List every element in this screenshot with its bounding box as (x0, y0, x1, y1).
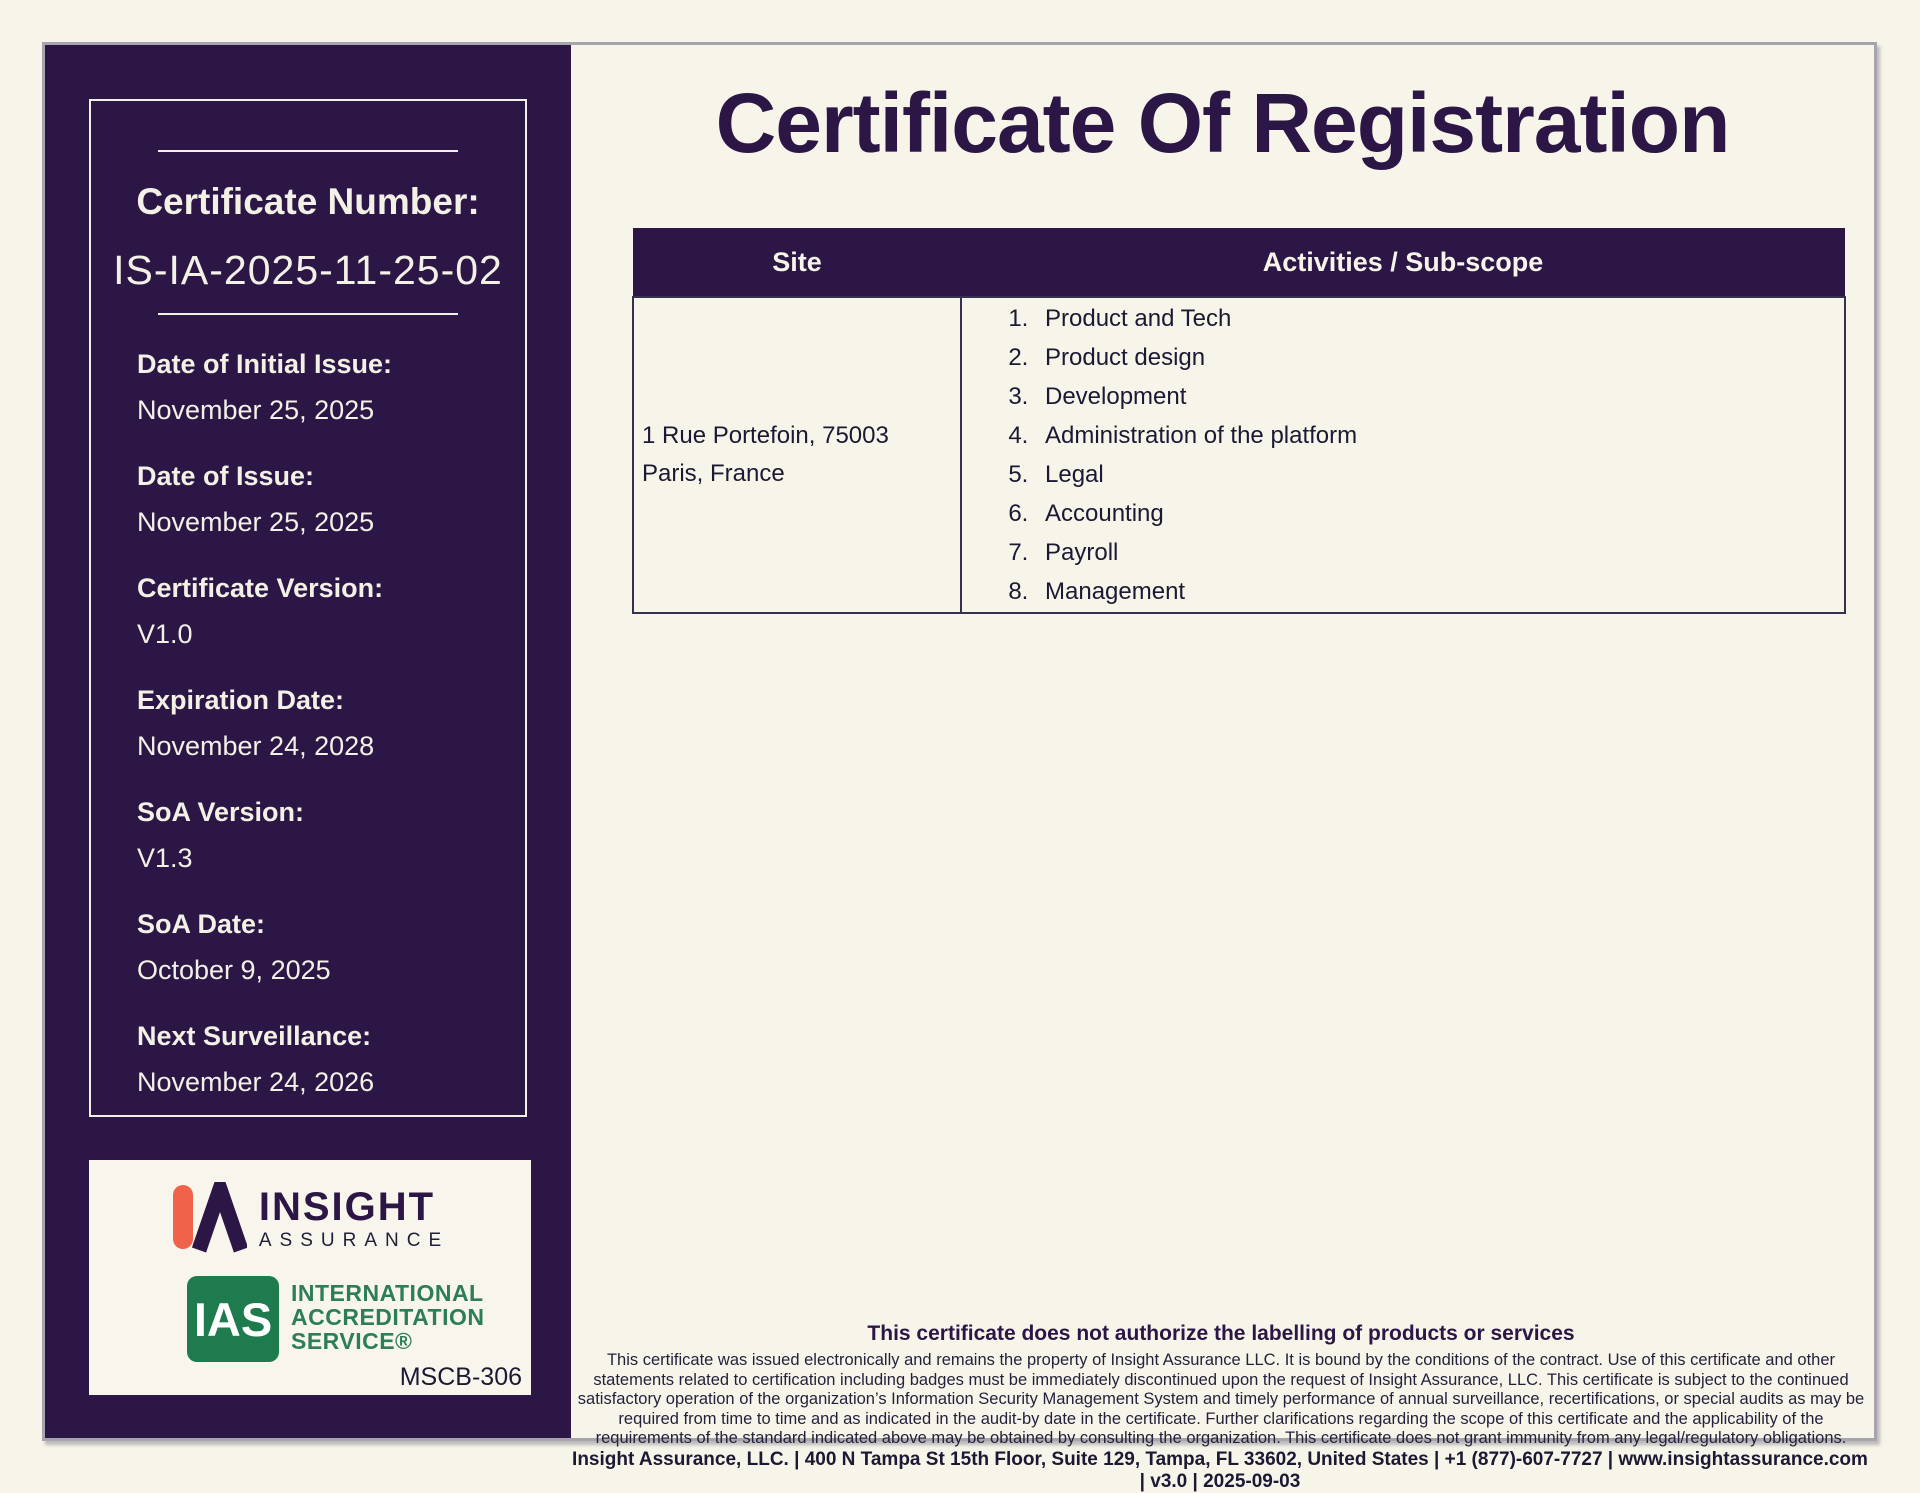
certificate-number-label: Certificate Number: (136, 181, 480, 222)
ias-badge-icon: IAS (187, 1276, 279, 1362)
site-address-line: Paris, France (642, 460, 785, 487)
logo-box (89, 1160, 531, 1395)
footer-contact-line: Insight Assurance, LLC. | 400 N Tampa St 15th Floor, Suite 129, Tampa, FL 33602, United States | +1 (877)-607-7727 | www.insightassurance.com | v3.0 | 2025-09-03 (572, 1449, 1868, 1492)
ias-line: SERVICE® (291, 1328, 413, 1354)
disclaimer-heading: This certificate does not authorize the labelling of products or services (867, 1322, 1575, 1345)
activities-list (963, 299, 1843, 611)
certificate-card (42, 42, 1877, 1447)
detail-expiration-date (137, 684, 511, 763)
activity-item: 1. Product and Tech (1035, 299, 1843, 338)
detail-soa-version (137, 796, 511, 875)
detail-value: November 24, 2028 (137, 731, 375, 761)
site-address-line: 1 Rue Portefoin, 75003 (642, 422, 889, 449)
certificate-detail-list (91, 315, 525, 1099)
table-row (633, 297, 1845, 613)
activity-item: 2. Product design (1035, 338, 1843, 377)
insight-assurance-logo (89, 1182, 531, 1256)
divider-line (158, 150, 458, 152)
ias-wordmark (291, 1276, 484, 1362)
site-column-header: Site (633, 228, 961, 297)
detail-label: SoA Version: (137, 797, 305, 827)
detail-value: November 25, 2025 (137, 507, 375, 537)
accreditation-code: MSCB-306 (399, 1363, 522, 1391)
detail-label: Date of Issue: (137, 461, 315, 491)
detail-value: October 9, 2025 (137, 955, 331, 985)
disclaimer-body: This certificate was issued electronically and remains the property of Insight Assurance LLC. It is bound by the conditions of the contract. Use of this certificate and other statements related to certification including badges must be immediately discontinued upon the request of Insight Assurance, LLC. This certificate is subject to the continued satisfactory operation of the organization’s Information Security Management System and timely performance of annual surveillance, recertifications, or special audits as may be required from time to time and as indicated in the audit-by date in the certificate. Further clarifications regarding the scope of this certificate and the applicability of the requirements of the standard indicated above may be obtained by consulting the organization. This certificate does not grant immunity from any legal/regulatory obligations. (577, 1351, 1865, 1447)
page-title: Certificate Of Registration (715, 76, 1730, 170)
disclaimer-block (573, 1322, 1869, 1449)
detail-value: November 25, 2025 (137, 395, 375, 425)
detail-label: SoA Date: (137, 909, 266, 939)
activity-item: 5. Legal (1035, 455, 1843, 494)
detail-label: Date of Initial Issue: (137, 349, 393, 379)
activity-item: 3. Development (1035, 377, 1843, 416)
detail-label: Expiration Date: (137, 685, 345, 715)
activities-column-header: Activities / Sub-scope (961, 228, 1845, 297)
insight-text: INSIGHT (258, 1184, 436, 1229)
activity-item: 6. Accounting (1035, 494, 1843, 533)
main-area (571, 45, 1874, 1447)
sidebar (45, 45, 571, 1438)
ias-line: ACCREDITATION (291, 1304, 485, 1330)
detail-value: V1.3 (137, 843, 193, 873)
detail-value: V1.0 (137, 619, 193, 649)
scope-table-header-row (633, 228, 1845, 297)
site-cell (633, 297, 961, 613)
detail-soa-date (137, 908, 511, 987)
ias-line: INTERNATIONAL (291, 1280, 484, 1306)
detail-label: Certificate Version: (137, 573, 384, 603)
detail-label: Next Surveillance: (137, 1021, 372, 1051)
insight-assurance-wordmark (258, 1184, 450, 1252)
ias-logo (187, 1276, 484, 1362)
detail-date-of-issue (137, 460, 511, 539)
certificate-details-box (89, 99, 527, 1117)
detail-initial-issue (137, 348, 511, 427)
insight-assurance-logo-icon (171, 1182, 247, 1256)
certificate-number-value: IS-IA-2025-11-25-02 (113, 247, 503, 293)
activity-item: 7. Payroll (1035, 533, 1843, 572)
detail-certificate-version (137, 572, 511, 651)
detail-value: November 24, 2026 (137, 1067, 375, 1097)
activities-cell (961, 297, 1845, 613)
activity-item: 8. Management (1035, 572, 1843, 611)
activity-item: 4. Administration of the platform (1035, 416, 1843, 455)
assurance-text: ASSURANCE (258, 1229, 450, 1251)
detail-next-surveillance (137, 1020, 511, 1099)
scope-table (632, 228, 1846, 614)
